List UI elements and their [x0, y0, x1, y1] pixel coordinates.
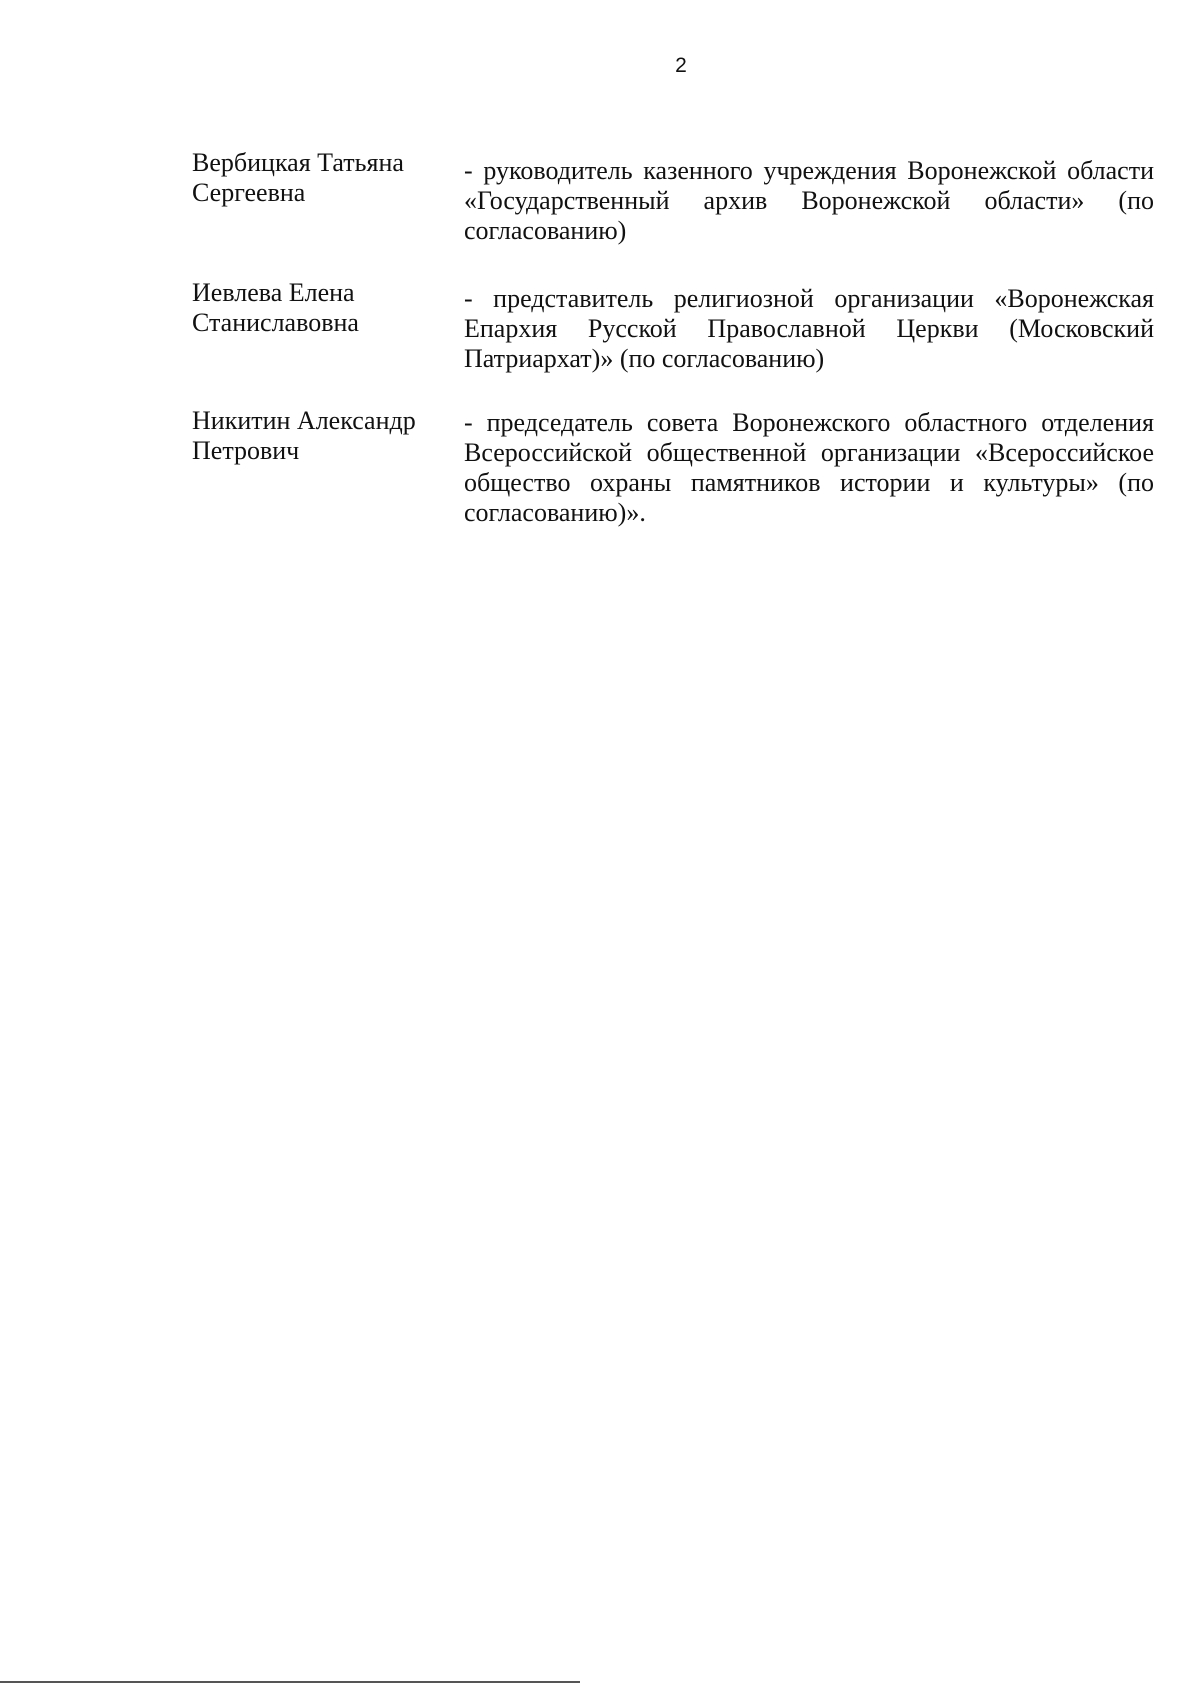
member-role: - представитель религиозной организации «Воронежская Епархия Русской Православной Церкви (Московский Патриархат)» (по согласованию)	[464, 284, 1154, 373]
footer-divider	[0, 1681, 580, 1683]
members-list	[192, 148, 1154, 560]
member-name	[192, 148, 464, 246]
member-surname-name: Никитин Александр	[192, 406, 416, 435]
member-patronymic: Петрович	[192, 436, 300, 465]
member-row	[192, 278, 1154, 374]
member-role: - председатель совета Воронежского областного отделения Всероссийской общественной организации «Всероссийское общество охраны памятников истории и культуры» (по согласованию)».	[464, 408, 1154, 527]
member-role: - руководитель казенного учреждения Воронежской области «Государственный архив Воронежской области» (по согласованию)	[464, 156, 1154, 245]
member-surname-name: Вербицкая Татьяна	[192, 148, 404, 177]
member-patronymic: Станиславовна	[192, 308, 359, 337]
member-surname-name: Иевлева Елена	[192, 278, 355, 307]
member-patronymic: Сергеевна	[192, 178, 306, 207]
member-name	[192, 278, 464, 374]
page-number: 2	[675, 54, 687, 77]
member-row	[192, 148, 1154, 246]
member-name	[192, 406, 464, 528]
member-row	[192, 406, 1154, 528]
